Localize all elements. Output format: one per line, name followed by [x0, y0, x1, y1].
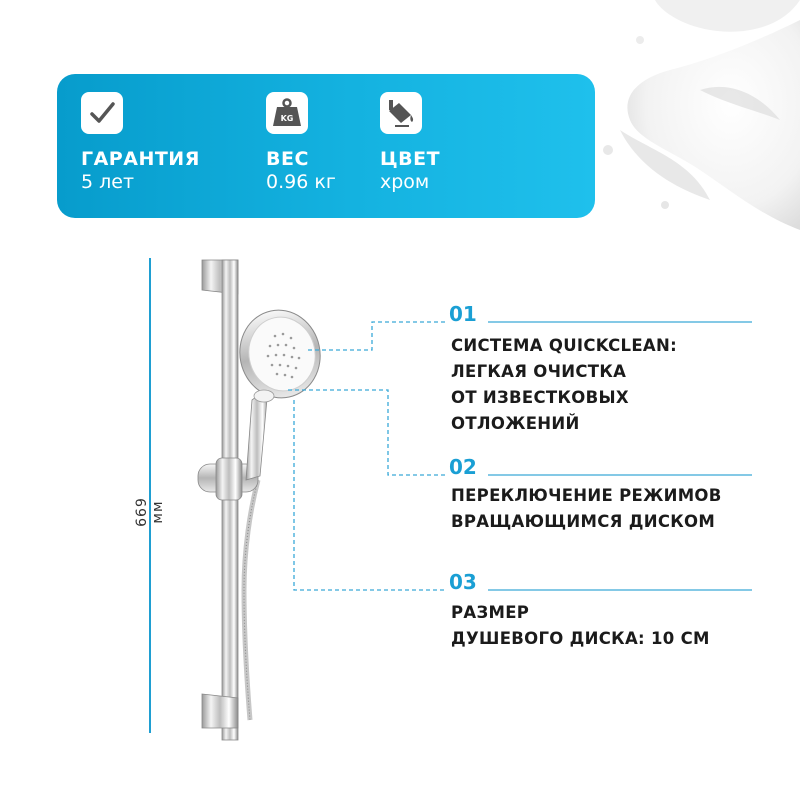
- weight-kg-icon: [266, 92, 308, 134]
- spec-warranty: [81, 92, 200, 194]
- spec-weight-label: ВЕС: [266, 148, 309, 170]
- feature-1-line: ОТЛОЖЕНИЙ: [451, 414, 580, 433]
- feature-3-line: РАЗМЕР: [451, 603, 530, 622]
- feature-3-number: 03: [449, 570, 477, 594]
- spec-warranty-label: ГАРАНТИЯ: [81, 148, 200, 170]
- spec-color-label: ЦВЕТ: [380, 148, 441, 170]
- spec-weight: [266, 92, 336, 194]
- feature-2-line: ПЕРЕКЛЮЧЕНИЕ РЕЖИМОВ: [451, 486, 722, 505]
- feature-3-text: [451, 600, 710, 652]
- shower-rail-product-image: [180, 250, 340, 750]
- feature-2-text: [451, 483, 722, 535]
- feature-1-line: ОТ ИЗВЕСТКОВЫХ: [451, 388, 629, 407]
- feature-1-line: ЛЕГКАЯ ОЧИСТКА: [451, 362, 627, 381]
- feature-2-number: 02: [449, 455, 477, 479]
- svg-text:KG: KG: [280, 114, 294, 123]
- feature-1-line: СИСТЕМА QUICKCLEAN:: [451, 336, 677, 355]
- spec-warranty-value: 5 лет: [81, 171, 135, 193]
- feature-2-line: ВРАЩАЮЩИМСЯ ДИСКОМ: [451, 512, 716, 531]
- spec-color-value: хром: [380, 171, 430, 193]
- spec-banner: [57, 74, 595, 218]
- spec-color: [380, 92, 440, 194]
- feature-3-line: ДУШЕВОГО ДИСКА: 10 СМ: [451, 629, 710, 648]
- feature-1-number: 01: [449, 302, 477, 326]
- dimension-label: 669 мм: [134, 497, 166, 527]
- feature-1-text: [451, 333, 677, 437]
- checkmark-icon: [81, 92, 123, 134]
- milk-splash-image: [560, 0, 800, 230]
- paint-bucket-icon: [380, 92, 422, 134]
- spec-weight-value: 0.96 кг: [266, 171, 336, 193]
